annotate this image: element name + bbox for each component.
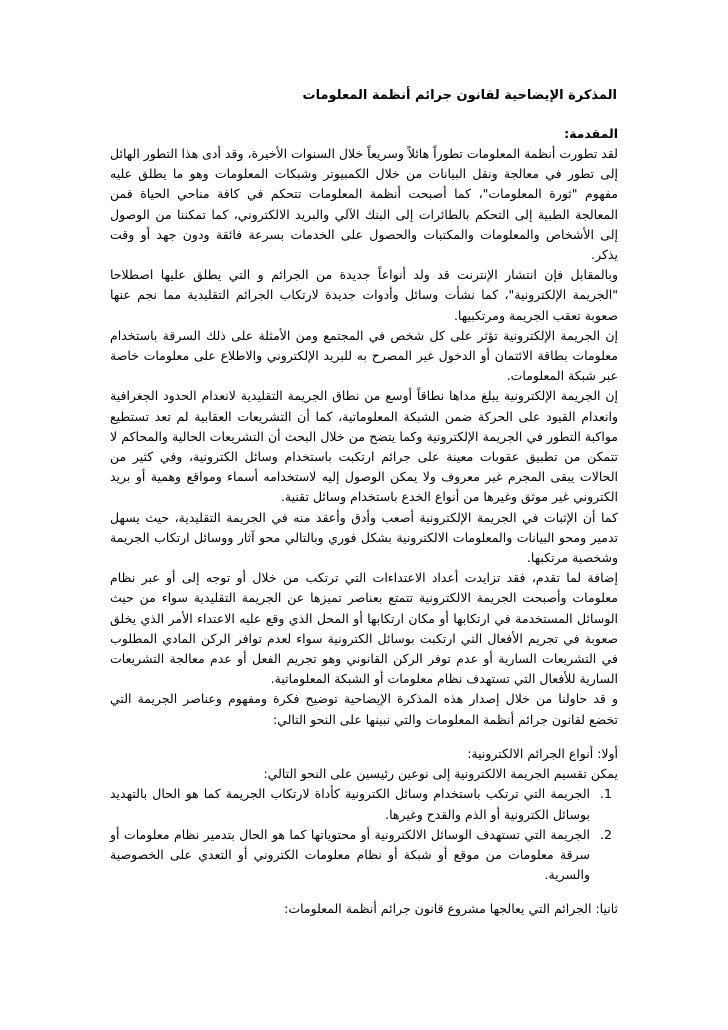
section1-intro: يمكن تقسيم الجريمة الالكترونية إلى نوعين رئيسين على النحو التالي:	[263, 766, 618, 782]
paragraph-7: و قد حاولنا من خلال إصدار هذه المذكرة الإيضاحية توضيح فكرة ومفهوم وعناصر الجريمة التي تخضع لقانون جرائم أنظمة المعلومات والتي نبينها على النحو التالي:	[110, 691, 618, 727]
section2-heading: ثانيا: الجرائم التي يعالجها مشروع قانون جرائم أنظمة المعلومات:	[284, 901, 618, 917]
paragraph-3: إن الجريمة الإلكترونية تؤثر على كل شخص في المجتمع ومن الأمثلة على ذلك السرقة باستخدام معلومات بطاقة الائتمان أو الدخول غير المصرح به للبريد الإلكتروني والاطلاع على معلومات خاصة عبر شبكة المعلومات.	[110, 327, 618, 384]
paragraph-1: لقد تطورت أنظمة المعلومات تطوراً هائلاً وسريعاً خلال السنوات الأخيرة، وقد أدى هذا التطور الهائل إلى تطور في معالجة ونقل البيانات من خلال الكمبيوتر وشبكات المعلومات وهو ما يطلق عليه مفهوم "ثورة المعلومات"، كما أصبحت أنظمة المعلومات تتحكم في كافة مناحي الحياة فمن المعالجة الطبية إلى التحكم بالطائرات إلى البنك الآلي والبريد الالكتروني، كما تمكننا من الوصول إلى الأشخاص والمعلومات والمكتبات والحصول على الخدمات بسرعة فائقة ودون جهد أو وقت يذكر.	[110, 146, 618, 263]
section-gap	[110, 730, 618, 744]
section1-heading: أولا: أنواع الجرائم الالكترونية:	[467, 745, 618, 761]
list-item: 2. الجريمة التي تستهدف الوسائل الالكترونية أو محتوياتها كما هو الحال بتدمير نظام معلومات أو سرقة معلومات من موقع أو شبكة أو نظام معلومات الكتروني أو التعدي على الخصوصية والسرية.	[110, 825, 596, 886]
crime-types-list	[110, 784, 618, 885]
paragraph-2: وبالمقابل فإن انتشار الإنترنت قد ولد أنواعاً جديدة من الجرائم و التي يطلق عليها اصطلاحا "الجريمة الإلكترونية"، كما نشأت وسائل وأدوات جديدة لارتكاب الجرائم التقليدية مما نجم عنها صعوبة تعقب الجريمة ومرتكبيها.	[110, 267, 618, 323]
paragraph-5: كما أن الإثبات في الجريمة الإلكترونية أصعب وأدق وأعقد منه في الجريمة التقليدية، حيث يسهل تدمير ومحو البيانات والمعلومات الالكترونية بشكل فوري وبالتالي محو آثار ووسائل ارتكاب الجريمة وشخصية مرتكبها.	[110, 509, 618, 566]
paragraph-4: إن الجريمة الإلكترونية يبلغ مداها نطاقاً أوسع من نطاق الجريمة التقليدية لانعدام الحدود الجغرافية وانعدام القيود على الحركة ضمن الشبكة المعلوماتية، كما أن التشريعات العقابية لم تعد تستطيع مواكبة التطور في الجريمة الإلكترونية وكما يتضح من خلال البحث أن التشريعات الحالية والمحاكم لا تتمكن من تطبيق عقوبات معينة على جرائم ارتكبت باستخدام وسائل الكترونية، وفي كثير من الحالات يبقى المجرم غير معروف ولا يمكن الوصول إليه لاستخدامه أسماء ومواقع وهمية أو بريد الكتروني غير موثق وغيرها من أنواع الخدع باستخدام وسائل تقنية.	[110, 388, 618, 505]
intro-heading: المقدمة:	[564, 126, 618, 141]
list-item: 1. الجريمة التي ترتكب باستخدام وسائل الكترونية كأداة لارتكاب الجريمة كما هو الحال بالتهديد بوسائل الكترونية أو الذم والقدح وغيرها.	[110, 784, 596, 824]
section-gap	[110, 885, 618, 899]
paragraph-6: إضافة لما تقدم، فقد تزايدت أعداد الاعتداءات التي ترتكب من خلال أو توجه إلى أو عبر نظام معلومات وأصبحت الجريمة الالكترونية تتمتع بعناصر تميزها عن الجريمة التقليدية سواء من حيث الوسائل المستخدمة في ارتكابها أو مكان ارتكابها أو المحل الذي وقع عليه الاعتداء الأمر الذي يخلق صعوبة في تجريم الأفعال التي ارتكبت بوسائل الكترونية سواء لعدم توافر الركن المادي المطلوب في التشريعات السارية أو عدم توفر الركن القانوني وهو تجريم الفعل أو عدم معالجة التشريعات السارية للأفعال التي تستهدف نظام معلومات أو الشبكة المعلوماتية.	[110, 570, 618, 687]
document-title: المذكرة الإيضاحية لقانون جرائم أنظمة المعلومات	[302, 88, 617, 103]
